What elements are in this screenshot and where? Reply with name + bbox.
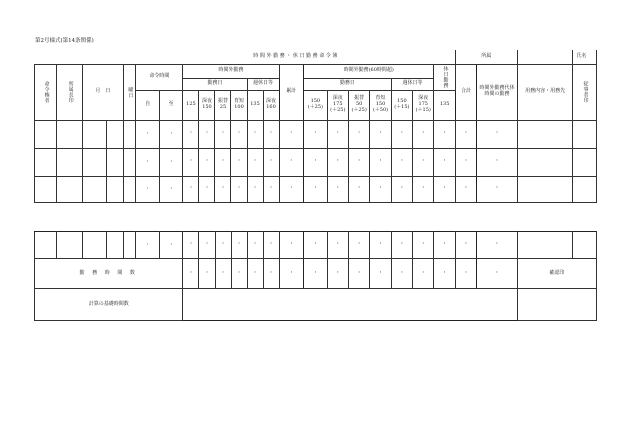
confirmation-seal-box[interactable] — [517, 289, 596, 321]
date-header: 月 日 — [83, 64, 124, 120]
worker-seal-header: 従事者印 — [573, 64, 597, 120]
base-hours-value[interactable] — [183, 289, 517, 321]
holiday-header: 休日勤務 — [434, 64, 455, 90]
table-row: : : ・ ・ ・ ・ ・ ・ ・ ・ ・ ・ ・ ・ ・ ・ ・ ・ — [35, 148, 597, 176]
compensatory-header: 時間外勤務代休時間の勤務 — [477, 64, 518, 120]
rate-b-1: 150 (＋25) — [304, 90, 328, 120]
total-header: 合計 — [455, 64, 476, 120]
rate-b-3: 振替 50 (＋25) — [348, 90, 369, 120]
weekly-holiday-header-b: 週休日等 — [391, 78, 434, 90]
rate-a-3: 振替 25 — [215, 90, 231, 120]
shozoku-label: 所属 — [455, 50, 517, 64]
rate-b-2: 深夜 175 (＋25) — [327, 90, 348, 120]
workday-header-b: 勤務日 — [304, 78, 392, 90]
rate-a-5: 135 — [247, 90, 263, 120]
holiday-rate: 135 — [434, 90, 455, 120]
register-title: 時 間 外 勤 務 ・ 休 日 勤 務 命 令 簿 — [136, 50, 455, 64]
table-row: : : ・ ・ ・ ・ ・ ・ ・ ・ ・ ・ ・ ・ ・ ・ ・ ・ — [35, 120, 597, 148]
summary-table — [34, 231, 597, 321]
duty-header: 用務内容・用務先 — [517, 64, 573, 120]
workday-header-a: 勤務日 — [183, 78, 247, 90]
work-hours-row: 勤 務 時 間 数 ・ ・ ・ ・ ・ ・ ・ ・ ・ ・ ・ ・ ・ ・ ・ ・ 確認印 — [35, 259, 597, 289]
weekly-holiday-header-a: 週休日等 — [247, 78, 279, 90]
confirmation-seal-label: 確認印 — [517, 259, 596, 289]
rate-b-4: 育短 150 (＋50) — [370, 90, 391, 120]
order-register-table — [34, 50, 597, 203]
shimei-label: 氏名 — [573, 50, 597, 64]
cumulative-header: 累計 — [279, 64, 304, 120]
order-time-header: 命令時間 — [136, 64, 183, 90]
overtime-header: 時間外勤務 — [183, 64, 279, 78]
rate-a-1: 125 — [183, 90, 199, 120]
base-hours-label: 計算の基礎時間数 — [35, 289, 183, 321]
rate-b-6: 深夜 175 (＋15) — [413, 90, 434, 120]
form-number-label: 第2号様式(第14条関係) — [35, 38, 94, 44]
work-hours-label: 勤 務 時 間 数 — [35, 259, 183, 289]
shozoku-field[interactable] — [517, 50, 573, 64]
meireisha-header: 命令権者 — [35, 64, 57, 120]
from-header: 自 — [136, 90, 160, 120]
rate-a-4: 育短 100 — [231, 90, 247, 120]
shozokucho-header: 所属長印 — [57, 64, 83, 120]
rate-b-5: 150 (＋15) — [391, 90, 412, 120]
base-hours-row — [35, 289, 597, 321]
rate-a-6: 深夜 160 — [263, 90, 279, 120]
table-row: : : ・ ・ ・ ・ ・ ・ ・ ・ ・ ・ ・ ・ ・ ・ ・ ・ — [35, 176, 597, 202]
table-row: : : ・ ・ ・ ・ ・ ・ ・ ・ ・ ・ ・ ・ ・ ・ ・ ・ — [35, 232, 597, 259]
rate-a-2: 深夜 150 — [199, 90, 215, 120]
overtime-60-header: 時間外勤務(60時間超) — [304, 64, 434, 78]
to-header: 至 — [159, 90, 183, 120]
weekday-header: 曜日 — [123, 64, 136, 120]
